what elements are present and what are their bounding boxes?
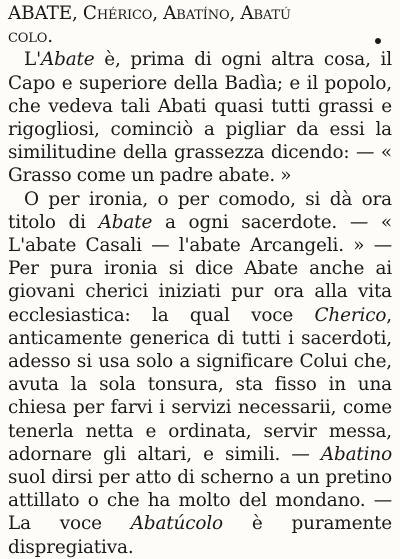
headword-variants-continued: colo. [8,26,53,48]
text-run: a ogni sacerdote. — « L'abate Casali — l'abate Arcangeli. » — Per pura ironia si dice Abate anche ai giovani cherici iniziati pur ora alla vita ecclesiastica: la qual voce [8,211,392,326]
text-run: L' [24,49,41,71]
definition-paragraph-1 [8,48,392,187]
text-run: suol dirsi per atto di scherno a un pretino attillato o che ha molto del mondano. — La voce [8,467,392,535]
italic-term: Abate [98,211,153,233]
italic-term: Abate [40,49,95,71]
text-run: è, prima di ogni altra cosa, il Capo e superiore della Badìa; e il popolo, che vedeva tali Abati quasi tutti grassi e rigogliosi, cominciò a pigliar da essi la similitudine della grassezza dicendo: — « Grasso come un padre abate. » [8,49,392,187]
text-run: , anticamente generica di tutti i sacerdoti, adesso si usa solo a significare Colui che, avuta la sola tonsura, sta fisso in una chiesa per farvi i servizi necessarii, come tenerla netta e ordinata, servir messa, adornare gli altari, e simili. — [8,304,392,465]
headword: ABATE [8,3,73,24]
definition-paragraph-2 [8,188,392,559]
italic-term: Cherico [314,304,387,326]
entry-heading [8,2,392,25]
headword-variants: , Chérico, Abatíno, Abatú [72,3,291,24]
italic-term: Abatúcolo [130,513,223,535]
text-run: O per ironia, o per comodo, si dà ora titolo di [8,188,392,233]
text-run: è puramente dispregiativa. [8,513,392,558]
print-mark-dot [375,38,381,44]
italic-term: Abatino [320,443,392,465]
